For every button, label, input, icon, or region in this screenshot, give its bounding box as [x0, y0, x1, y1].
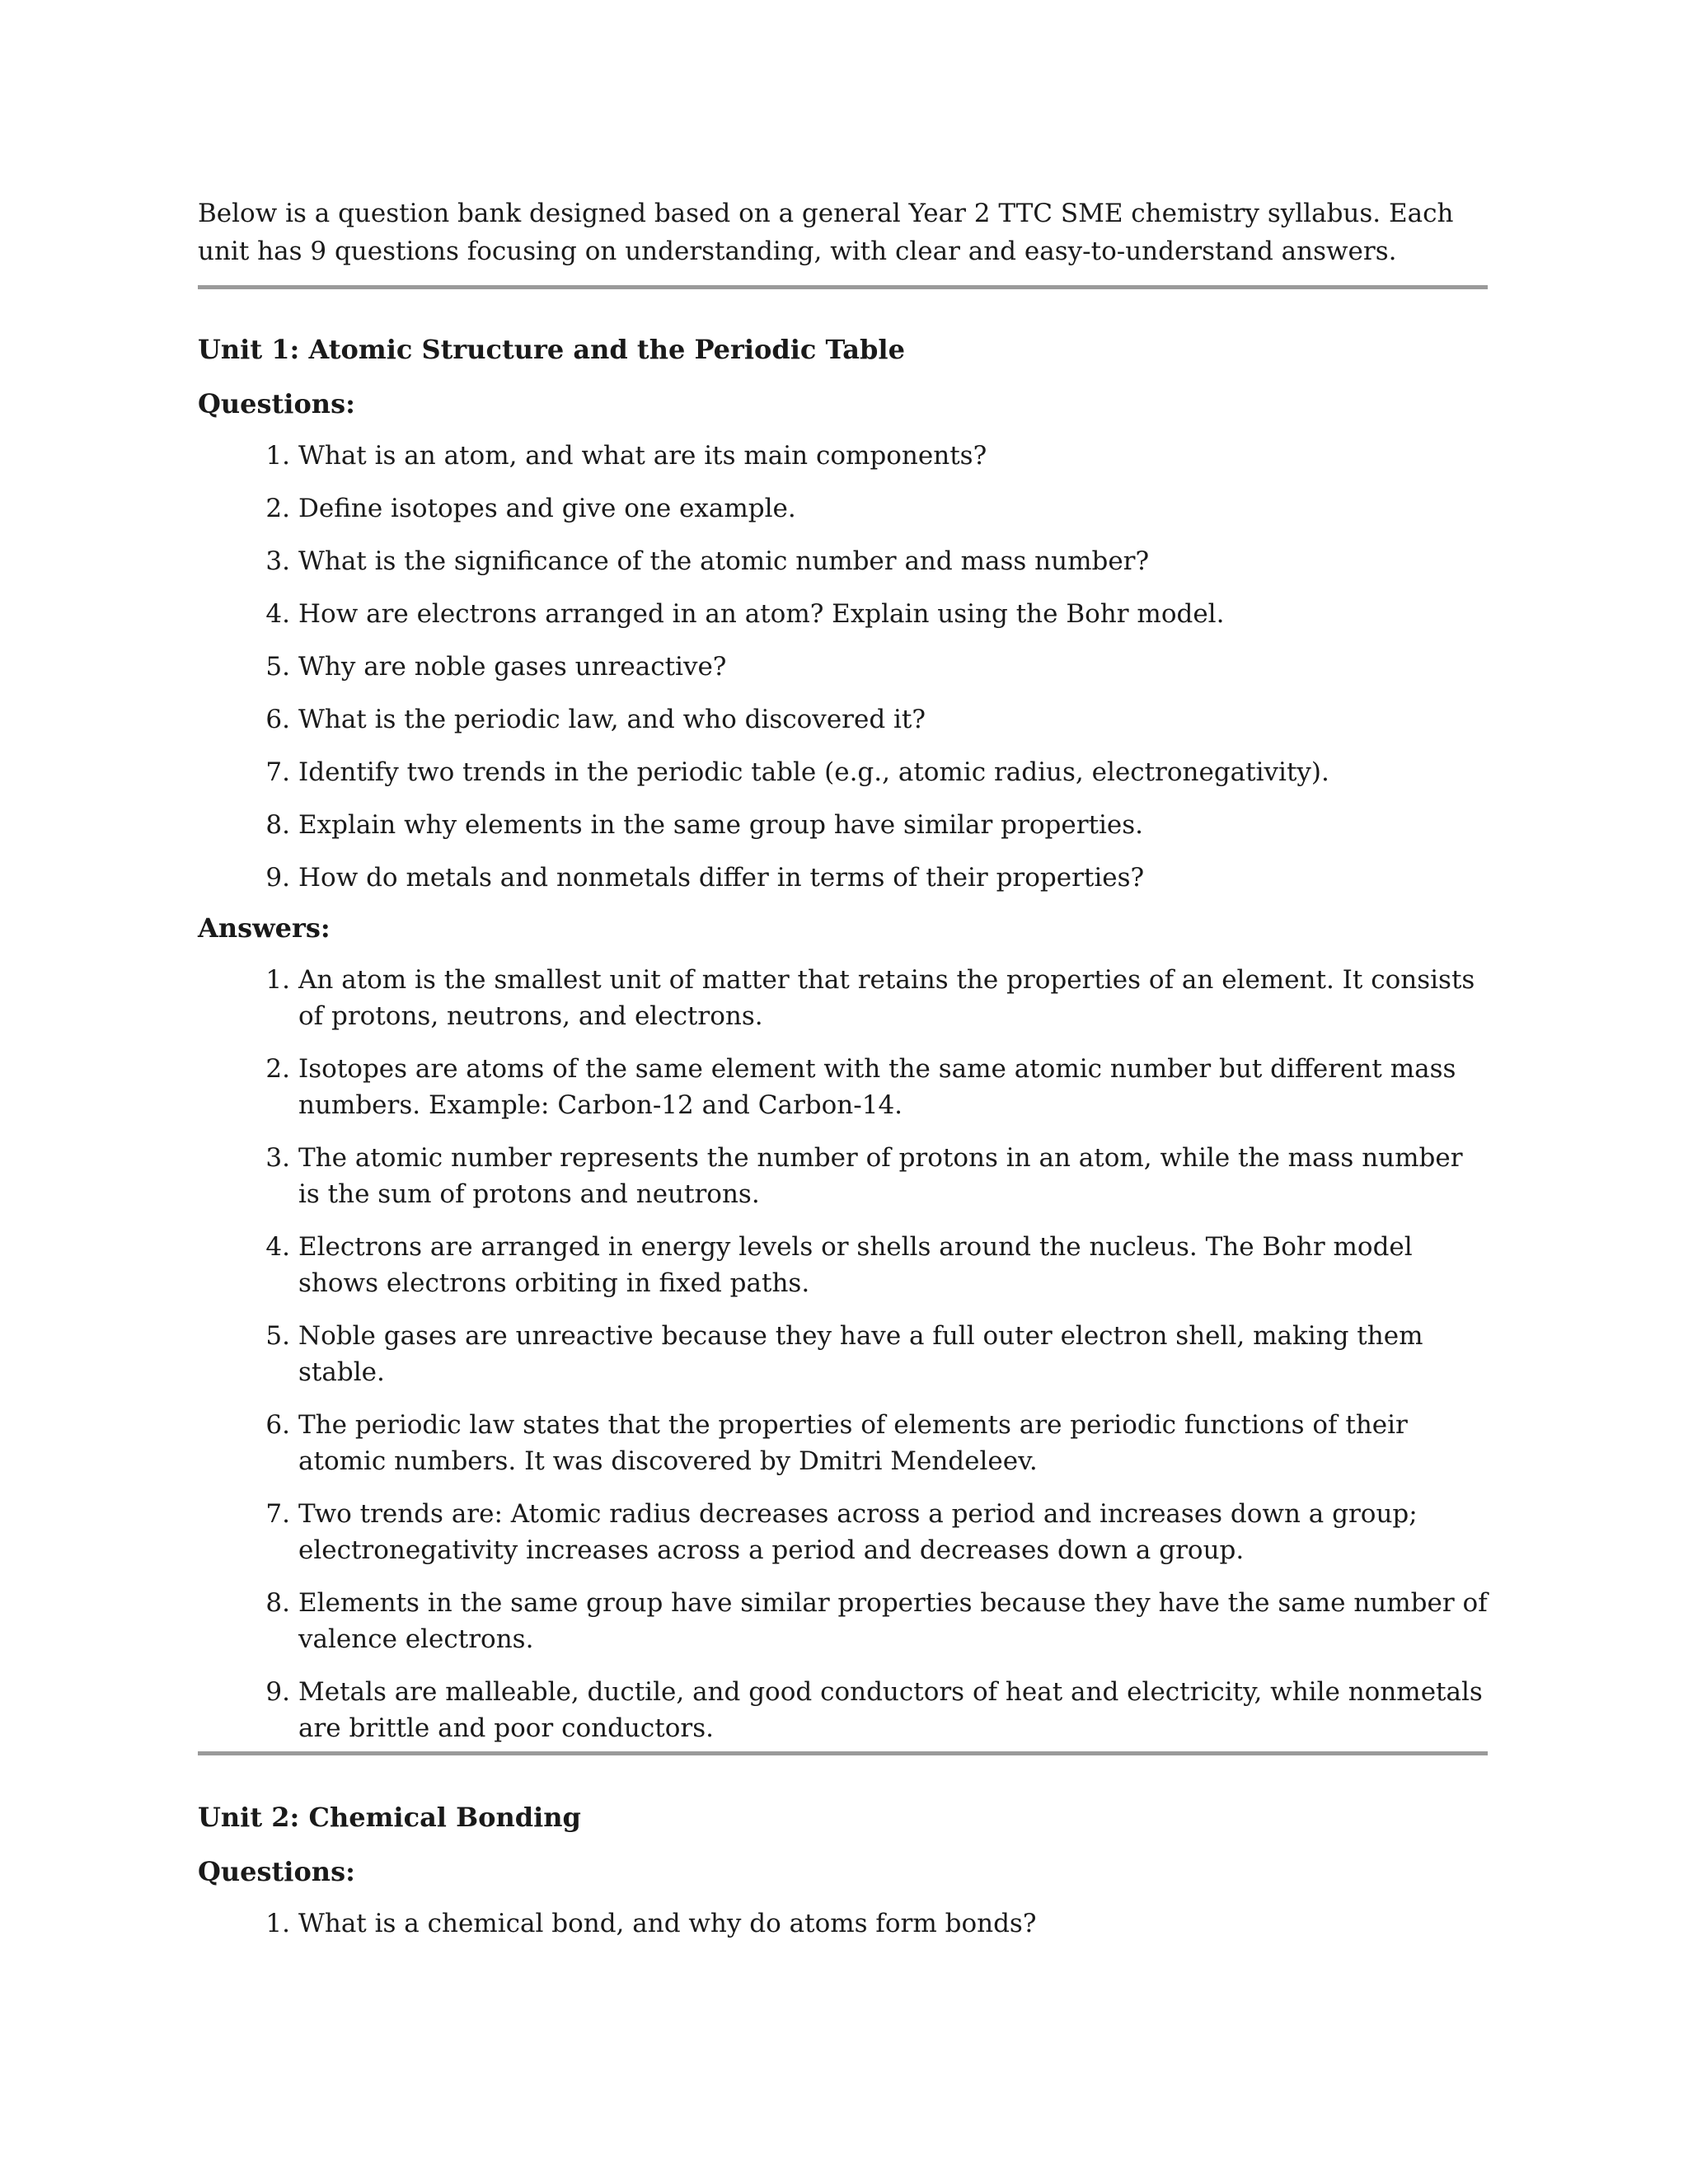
intro-paragraph: Below is a question bank designed based on a general Year 2 TTC SME chemistry syllabus. Each unit has 9 questions focusing on understanding, with clear and easy-to-understand answers. — [198, 199, 1454, 266]
question-item: 3. What is the significance of the atomic number and mass number? — [265, 546, 1150, 576]
answer-item: 4. Electrons are arranged in energy levels or shells around the nucleus. The Bohr model shows electrons orbiting in fixed paths. — [265, 1232, 1413, 1298]
question-item: 6. What is the periodic law, and who discovered it? — [265, 705, 926, 734]
answer-item: 8. Elements in the same group have similar properties because they have the same number of valence electrons. — [265, 1588, 1488, 1654]
question-item: 7. Identify two trends in the periodic table (e.g., atomic radius, electronegativity). — [265, 757, 1329, 787]
question-item: 9. How do metals and nonmetals differ in terms of their properties? — [265, 863, 1145, 893]
answer-item: 2. Isotopes are atoms of the same element with the same atomic number but different mass numbers. Example: Carbon-12 and Carbon-14. — [265, 1054, 1456, 1120]
section-divider — [198, 1751, 1488, 1755]
unit-2-section — [198, 1798, 1488, 1942]
unit-1-title: Unit 1: Atomic Structure and the Periodic Table — [198, 334, 905, 365]
section-divider — [198, 285, 1488, 289]
answer-item: 3. The atomic number represents the number of protons in an atom, while the mass number is the sum of protons and neutrons. — [265, 1143, 1463, 1209]
question-item: 4. How are electrons arranged in an atom? Explain using the Bohr model. — [265, 599, 1225, 629]
unit-1-answer-list — [198, 962, 1488, 1746]
unit-1-questions-label: Questions: — [198, 388, 355, 419]
answer-item: 1. An atom is the smallest unit of matter that retains the properties of an element. It consists of protons, neutrons, and electrons. — [265, 965, 1475, 1031]
unit-1-section — [198, 330, 1488, 1746]
document-page — [198, 194, 1488, 1958]
answer-item: 9. Metals are malleable, ductile, and good conductors of heat and electricity, while nonmetals are brittle and poor conductors. — [265, 1677, 1483, 1743]
answer-item: 5. Noble gases are unreactive because they have a full outer electron shell, making them stable. — [265, 1321, 1423, 1387]
unit-2-questions-label: Questions: — [198, 1856, 355, 1887]
unit-1-question-list — [198, 438, 1488, 896]
unit-2-question-list — [198, 1905, 1488, 1942]
question-item: 1. What is an atom, and what are its main components? — [265, 441, 987, 471]
answer-item: 7. Two trends are: Atomic radius decreases across a period and increases down a group; electronegativity increases across a period and decreases down a group. — [265, 1499, 1418, 1565]
question-item: 5. Why are noble gases unreactive? — [265, 652, 727, 682]
unit-2-title: Unit 2: Chemical Bonding — [198, 1802, 581, 1833]
question-item: 1. What is a chemical bond, and why do atoms form bonds? — [265, 1909, 1037, 1938]
answer-item: 6. The periodic law states that the properties of elements are periodic functions of their atomic numbers. It was discovered by Dmitri Mendeleev. — [265, 1410, 1408, 1476]
question-item: 8. Explain why elements in the same group have similar properties. — [265, 810, 1143, 840]
question-item: 2. Define isotopes and give one example. — [265, 494, 796, 523]
unit-1-answers-label: Answers: — [198, 912, 331, 944]
